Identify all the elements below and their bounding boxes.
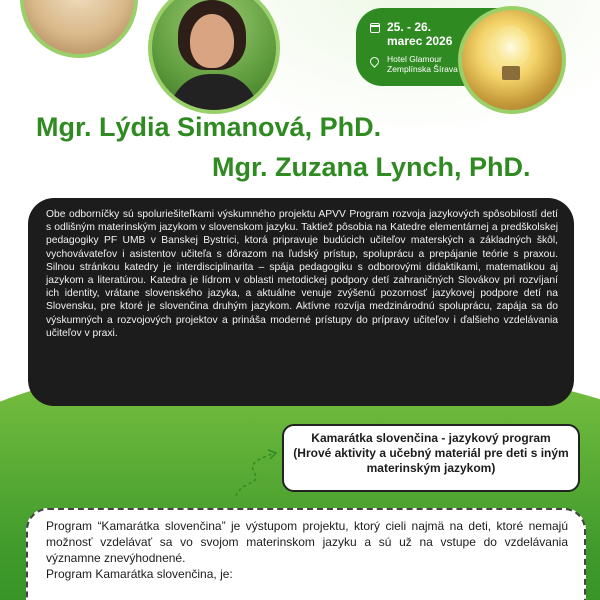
light-bulb-image — [458, 6, 566, 114]
portrait-face — [190, 14, 234, 68]
description-paragraph: Program “Kamarátka slovenčina” je výstupom projektu, ktorý cieli najmä na deti, ktoré nemajú možnosť vzdelávať sa vo svojom materinskom jazyku a sú už na vstupe do vzdelávania významne znevýhodnené. — [46, 519, 568, 565]
program-subtitle: (Hrové aktivity a učebný materiál pre deti s iným materinským jazykom) — [293, 446, 569, 475]
event-location — [370, 54, 458, 74]
speaker-photo-1 — [20, 0, 138, 58]
calendar-icon — [370, 23, 380, 33]
curly-arrow-icon — [232, 440, 284, 500]
program-title: Kamarátka slovenčina - jazykový program — [311, 431, 551, 445]
program-label — [282, 424, 580, 492]
program-description-box — [26, 508, 586, 600]
location-pin-icon — [368, 55, 381, 68]
bulb-base — [502, 66, 520, 80]
bio-text: Obe odborníčky sú spoluriešiteľkami výskumného projektu APVV Program rozvoja jazykových spôsobilostí detí s odlišným materinským jazykom v slovenskom jazyku. Taktiež pôsobia na Katedre elementárnej a predškolskej pedagogiky PF UMB v Banskej Bystrici, ktorá pripravuje budúcich učiteľov materských a základných škôl, vychovávateľov i asistentov učiteľa s dôrazom na ľudský prístup, spoluprácu a prepájanie teórie s praxou. Silnou stránkou katedry je interdisciplinarita – spája pedagogiku s odborovými didaktikami, matematikou aj jazykom a literatúrou. Katedra je lídrom v oblasti metodickej podpory detí zahraničných Slovákov pri rozvíjaní ich identity, vrátane slovenského jazyka, a aktuálne venuje zvýšenú pozornosť jazykovej podpore detí na Slovensku, pre ktoré je slovenčina druhým jazykom. Aktívne rozvíja medzinárodnú spoluprácu, zapája sa do výskumných a rozvojových projektov a prináša moderné prístupy do prípravy učiteľov i ďalšieho vzdelávania učiteľov v praxi. — [46, 209, 558, 339]
description-intro-line: Program Kamarátka slovenčina, je: — [46, 567, 233, 581]
event-date-line1: 25. - 26. — [387, 20, 432, 34]
bio-panel — [28, 198, 574, 406]
portrait-body — [170, 74, 258, 114]
bulb-glass — [492, 26, 530, 68]
event-location-line1: Hotel Glamour — [387, 54, 442, 64]
event-location-line2: Zemplínska Šírava — [387, 64, 458, 74]
event-date-line2: marec 2026 — [387, 34, 453, 48]
speaker-name-2: Mgr. Zuzana Lynch, PhD. — [212, 152, 531, 182]
speaker-name-1: Mgr. Lýdia Simanová, PhD. — [36, 112, 382, 142]
event-date — [370, 20, 452, 48]
